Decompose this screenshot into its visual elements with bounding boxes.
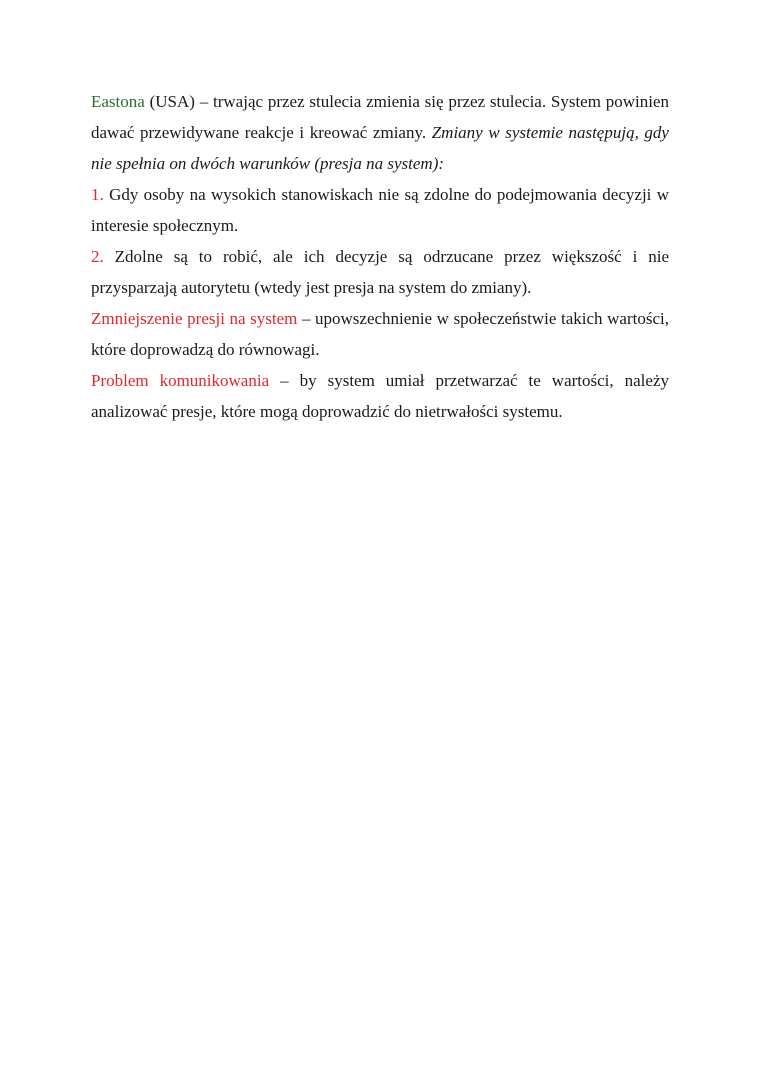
- list-item-2: [91, 241, 669, 303]
- italic-text: Zmiany w systemie następują, gdy nie spełnia on dwóch warunków: [91, 123, 669, 173]
- document-body: [91, 86, 669, 427]
- definition-text: – by system umiał przetwarzać te wartości, należy analizować presje, które mogą doprowadzić do nietrwałości systemu.: [91, 371, 669, 421]
- definition-text: – upowszechnienie w społeczeństwie takich wartości, które doprowadzą do równowagi.: [91, 309, 669, 359]
- paragraph-eastona: [91, 86, 669, 179]
- italic-colon: :: [438, 154, 445, 173]
- definition-communication-problem: [91, 365, 669, 427]
- italic-parenthetical: (presja na system): [314, 154, 439, 173]
- country-label: (USA): [149, 92, 195, 111]
- list-item-1: [91, 179, 669, 241]
- list-item-text: Zdolne są to robić, ale ich decyzje są odrzucane przez większość i nie przysparzają autorytetu (wtedy jest presja na system do zmiany).: [91, 247, 669, 297]
- list-number: 2.: [91, 247, 104, 266]
- list-number: 1.: [91, 185, 104, 204]
- definition-pressure-reduction: [91, 303, 669, 365]
- definition-term: Zmniejszenie presji na system: [91, 309, 298, 328]
- author-name: Eastona: [91, 92, 145, 111]
- definition-term: Problem komunikowania: [91, 371, 270, 390]
- paragraph-text: – trwając przez stulecia zmienia się przez stulecia. System powinien dawać przewidywane reakcje i kreować zmiany.: [91, 92, 669, 142]
- list-item-text: Gdy osoby na wysokich stanowiskach nie są zdolne do podejmowania decyzji w interesie społecznym.: [91, 185, 669, 235]
